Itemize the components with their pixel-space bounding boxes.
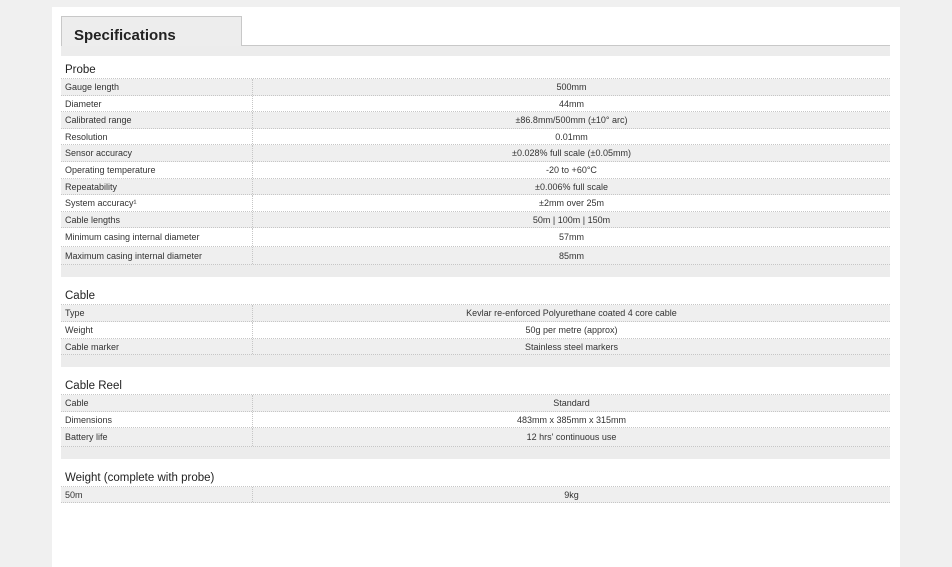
row-label: System accuracy¹	[61, 195, 253, 211]
table-row	[61, 96, 890, 113]
row-value: Stainless steel markers	[524, 341, 619, 352]
row-label: 50m	[61, 487, 253, 503]
table-row	[61, 212, 890, 229]
table-row	[61, 339, 890, 356]
row-value: ±2mm over 25m	[539, 198, 604, 209]
table-row	[61, 145, 890, 162]
section-title: Probe	[65, 64, 96, 76]
section-gap	[61, 355, 890, 367]
table-row	[61, 228, 890, 247]
page-title: Specifications	[74, 27, 176, 44]
row-label: Dimensions	[61, 412, 253, 428]
table-row	[61, 247, 890, 266]
section-gap	[61, 447, 890, 459]
section-title: Weight (complete with probe)	[65, 471, 215, 484]
table-row	[61, 305, 890, 322]
row-value: 0.01mm	[555, 131, 588, 142]
row-value: 85mm	[558, 250, 584, 261]
row-value: 500mm	[556, 82, 587, 92]
table-row	[61, 322, 890, 339]
row-label: Cable marker	[61, 339, 253, 355]
row-value: ±0.028% full scale (±0.05mm)	[512, 148, 631, 159]
section-header-cable-reel	[61, 367, 890, 395]
row-value: -20 to +60°C	[546, 164, 597, 175]
section-gap	[61, 46, 890, 56]
tab-specifications[interactable]	[61, 16, 242, 46]
section-gap	[61, 265, 890, 277]
row-value: 483mm x 385mm x 315mm	[516, 414, 627, 425]
row-label: Weight	[61, 322, 253, 338]
row-label: Operating temperature	[61, 162, 253, 178]
row-value: 12 hrs' continuous use	[526, 432, 617, 443]
section-title: Cable	[65, 290, 96, 303]
row-value: 50m | 100m | 150m	[532, 214, 611, 225]
row-label: Calibrated range	[61, 112, 253, 128]
row-label: Sensor accuracy	[61, 145, 253, 161]
table-row	[61, 428, 890, 447]
table-row	[61, 395, 890, 412]
row-label: Cable	[61, 395, 253, 411]
table-row	[61, 129, 890, 146]
row-value: ±86.8mm/500mm (±10° arc)	[515, 115, 628, 126]
row-value: Standard	[553, 398, 590, 409]
table-row	[61, 79, 890, 96]
row-value: 50g per metre (approx)	[525, 324, 618, 335]
row-value: ±0.006% full scale	[535, 181, 608, 192]
row-value: Kevlar re-enforced Polyurethane coated 4 core cable	[466, 308, 677, 319]
row-label: Battery life	[61, 428, 253, 446]
row-label: Cable lengths	[61, 212, 253, 228]
row-value: 44mm	[558, 98, 584, 109]
row-value: 9kg	[564, 489, 579, 500]
spec-table	[61, 46, 890, 503]
row-label: Maximum casing internal diameter	[61, 247, 253, 265]
table-row	[61, 412, 890, 429]
section-header-cable	[61, 277, 890, 305]
table-row	[61, 112, 890, 129]
row-value: 57mm	[558, 232, 584, 243]
row-label: Gauge length	[61, 79, 253, 95]
row-label: Type	[61, 305, 253, 321]
section-header-weight	[61, 459, 890, 487]
table-row	[61, 162, 890, 179]
row-label: Resolution	[61, 129, 253, 145]
section-header-probe	[61, 56, 890, 79]
table-row	[61, 487, 890, 504]
row-label: Minimum casing internal diameter	[61, 228, 253, 246]
section-title: Cable Reel	[65, 380, 122, 393]
row-label: Repeatability	[61, 179, 253, 195]
table-row	[61, 179, 890, 196]
table-row	[61, 195, 890, 212]
row-label: Diameter	[61, 96, 253, 112]
